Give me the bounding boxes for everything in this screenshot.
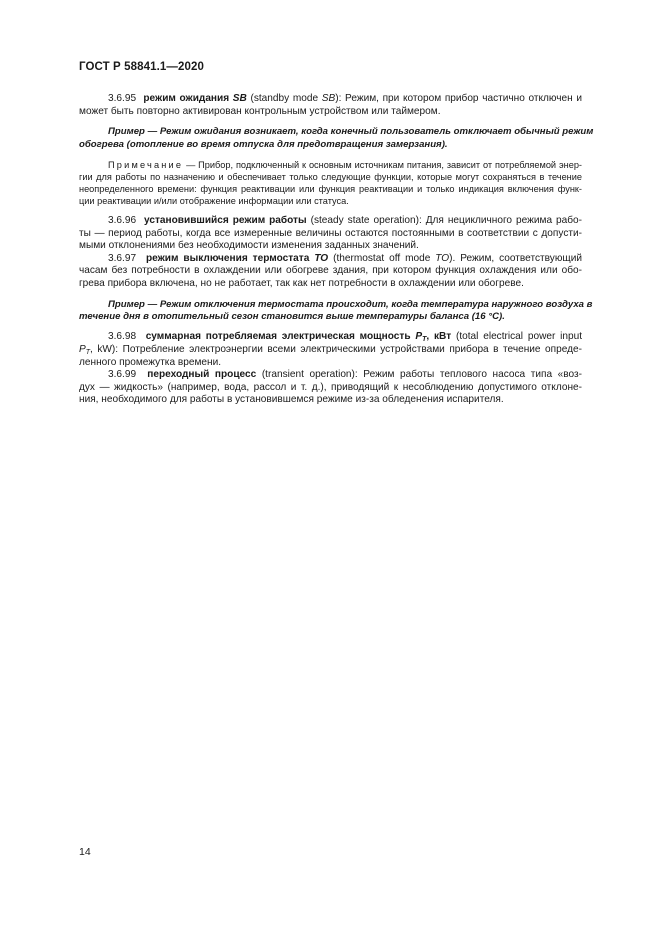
term-number: 3.6.97	[108, 252, 137, 264]
term-definition: Для нецикличного режима рабо-	[421, 215, 582, 226]
term-definition: Режим, соответствующий	[455, 252, 582, 264]
term-definition: Режим работы теплового насоса типа «воз-	[357, 369, 583, 381]
term-3-6-96: 3.6.96 установившийся режим работы (steady state operation): Для нецикличного режима рабо- ты — период работы, когда все измеренные величины остаются постоянными в соответствии с допусти- мыми отклонениями без необходимости изменения заданных значений.	[79, 215, 582, 252]
term-english-symbol: TO	[435, 252, 450, 264]
term-english-symbol: SB	[321, 93, 336, 104]
definition-line: может быть повторно активирован контрольным устройством или таймером.	[79, 105, 441, 117]
term-number: 3.6.99	[108, 369, 137, 381]
term-symbol: SB	[232, 93, 247, 104]
note-label: Примечание	[108, 160, 184, 170]
term-number: 3.6.96	[108, 215, 137, 226]
term-number: 3.6.95	[108, 93, 137, 104]
term-3-6-95	[79, 93, 582, 118]
note-3-6-95: Примечание — Прибор, подключенный к основным источникам питания, зависит от потребляемой энер- гии для работы по назначению и обеспечивает только следующие функции, которые могут сохраняться в течение неопределенного времени: функция реактивации или функция реактивации и только индикация включения функ- ции реактивации и/или отображение информации или статуса.	[79, 160, 582, 206]
example-3-6-97: Пример — Режим отключения термостата происходит, когда температура наружного воздуха в течение дня в отопительный сезон становится выше температуры баланса (16 °С).	[79, 298, 593, 322]
term-name: режим ожидания	[143, 93, 230, 104]
term-symbol: TO	[314, 252, 329, 264]
term-english-close: ).	[449, 252, 456, 264]
term-english-close: ):	[335, 93, 342, 104]
term-symbol: $P_T$	[415, 331, 427, 344]
term-3-6-99: 3.6.99 переходный процесс (transient operation): Режим работы теплового насоса типа «воз- дух — жидкость» (например, вода, рассол и т. д.), приводящий к несоблюдению допустимого отклоне- ния, необходимого для работы в установившемся режиме из-за обледенения испарителя.	[79, 369, 583, 406]
term-english: (steady state operation):	[310, 215, 422, 226]
term-unit: , кВт	[426, 331, 452, 343]
term-english: (transient operation):	[261, 369, 358, 381]
term-name: установившийся режим работы	[144, 215, 307, 226]
document-body	[79, 93, 594, 407]
page-number: 14	[79, 846, 91, 858]
term-english: (total electrical power input	[455, 331, 583, 343]
term-3-6-98: 3.6.98 суммарная потребляемая электрическая мощность $P_T$, кВт (total electrical power input $P_T$, kW): Потребление электроэнергии всеми электрическими устройствами прибора в течение опреде- ленного промежутка времени.	[79, 331, 583, 368]
document-header: ГОСТ Р 58841.1—2020	[79, 61, 204, 73]
term-3-6-97: 3.6.97 режим выключения термостата TO (thermostat off mode TO). Режим, соответствующий часам без потребности в охлаждении или обогреве здания, при котором функция охлаждения или обо- грева прибора включена, но не работает, так как нет потребности в охлаждении или обогреве.	[79, 252, 582, 289]
term-name: режим выключения термостата	[145, 252, 310, 264]
term-english-open: (standby mode	[250, 93, 322, 104]
term-name: суммарная потребляемая электрическая мощность	[145, 331, 411, 343]
term-english-open: (thermostat off mode	[333, 252, 436, 264]
term-definition: Режим, при котором прибор частично отключен и	[341, 93, 582, 104]
example-3-6-95: Пример — Режим ожидания возникает, когда конечный пользователь отключает обычный режим обогрева (отопление во время отпуска для предотвращения замерзания).	[79, 126, 594, 150]
term-number: 3.6.98	[108, 331, 137, 343]
term-name: переходный процесс	[147, 369, 257, 381]
